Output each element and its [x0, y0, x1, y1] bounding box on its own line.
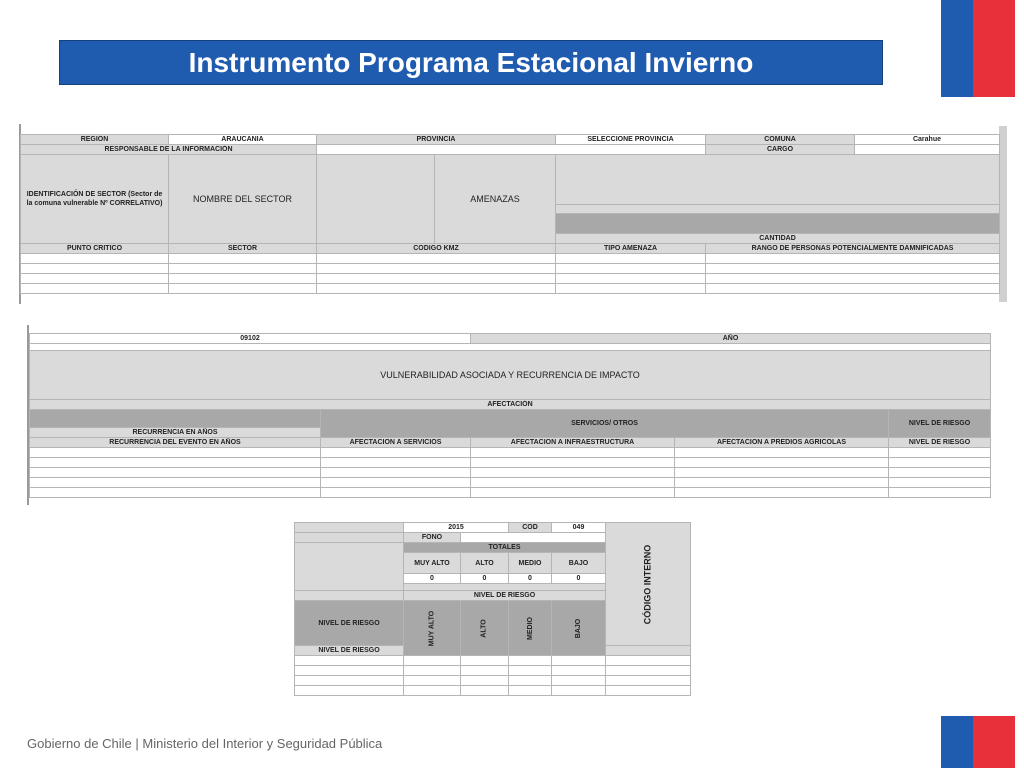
sheet-totales — [294, 522, 691, 696]
table-vulnerabilidad — [29, 333, 991, 498]
vlevel-bajo: BAJO — [552, 601, 606, 656]
cod-label: COD — [509, 523, 552, 533]
table-row[interactable] — [295, 686, 404, 696]
table-row[interactable] — [295, 656, 404, 666]
amenazas-strip — [556, 205, 1000, 214]
servicios-otros-label: SERVICIOS/ OTROS — [321, 410, 889, 438]
amenazas-dark-band — [556, 214, 1000, 233]
col-codigo-kmz: CODIGO KMZ — [317, 244, 556, 254]
nivel-riesgo-label: NIVEL DE RIESGO — [889, 410, 991, 438]
vlevel-alto: ALTO — [461, 601, 509, 656]
level-medio: MEDIO — [509, 553, 552, 574]
nivel-riesgo-b: NIVEL DE RIESGO — [295, 646, 404, 656]
total-muy-alto: 0 — [404, 574, 461, 584]
col-punto-critico: PUNTO CRITICO — [21, 244, 169, 254]
vlevel-muy-alto: MUY ALTO — [404, 601, 461, 656]
recurrencia-anios-label: RECURRENCIA EN AÑOS — [30, 428, 321, 438]
blank-cell — [295, 533, 404, 543]
chile-flag-logo-bottom — [941, 716, 1015, 768]
table-row[interactable] — [21, 254, 169, 264]
provincia-select[interactable]: SELECCIONE PROVINCIA — [556, 135, 706, 145]
amenazas-label: AMENAZAS — [435, 155, 556, 244]
afectacion-label: AFECTACIÓN — [30, 400, 991, 410]
col-sector: SECTOR — [169, 244, 317, 254]
nombre-sector-label: NOMBRE DEL SECTOR — [169, 155, 317, 244]
responsable-input[interactable] — [317, 145, 706, 155]
spacer-row — [404, 584, 606, 591]
nivel-riesgo-header: NIVEL DE RIESGO — [404, 591, 606, 601]
identificacion-sector-label: IDENTIFICACIÓN DE SECTOR (Sector de la comuna vulnerable Nº CORRELATIVO) — [21, 155, 169, 244]
fono-label: FONO — [404, 533, 461, 543]
table-totales — [294, 522, 691, 696]
sector-blank — [317, 155, 435, 244]
col-nivel-riesgo: NIVEL DE RIESGO — [889, 438, 991, 448]
table-row[interactable] — [30, 468, 321, 478]
col-tipo-amenaza: TIPO AMENAZA — [556, 244, 706, 254]
comuna-code: 09102 — [30, 334, 471, 344]
year-value: 2015 — [404, 523, 509, 533]
total-bajo: 0 — [552, 574, 606, 584]
comuna-value[interactable]: Carahue — [855, 135, 1000, 145]
col-afectacion-infraestructura: AFECTACION A INFRAESTRUCTURA — [471, 438, 675, 448]
total-alto: 0 — [461, 574, 509, 584]
table-sector — [20, 134, 1000, 294]
level-bajo: BAJO — [552, 553, 606, 574]
comuna-label: COMUNA — [706, 135, 855, 145]
provincia-label: PROVINCIA — [317, 135, 556, 145]
codigo-interno-label: CÓDIGO INTERNO — [606, 523, 691, 646]
blank-cell — [295, 523, 404, 533]
cargo-label: CARGO — [706, 145, 855, 155]
table-row[interactable] — [30, 488, 321, 498]
chile-flag-logo-top — [941, 0, 1015, 97]
blank-cell — [606, 646, 691, 656]
table-row[interactable] — [21, 264, 169, 274]
cantidad-label: CANTIDAD — [556, 233, 1000, 243]
cargo-input[interactable] — [855, 145, 1000, 155]
footer-text: Gobierno de Chile | Ministerio del Interior y Seguridad Pública — [27, 736, 383, 751]
blank-cell — [295, 591, 404, 601]
table-row[interactable] — [30, 448, 321, 458]
total-medio: 0 — [509, 574, 552, 584]
dark-band — [30, 410, 321, 428]
scrollbar[interactable] — [999, 126, 1007, 302]
blank-cell — [295, 543, 404, 591]
vulnerabilidad-title: VULNERABILIDAD ASOCIADA Y RECURRENCIA DE IMPACTO — [30, 351, 991, 400]
col-afectacion-servicios: AFECTACION A SERVICIOS — [321, 438, 471, 448]
table-row[interactable] — [295, 666, 404, 676]
spacer-row — [30, 344, 991, 351]
level-muy-alto: MUY ALTO — [404, 553, 461, 574]
cod-value: 049 — [552, 523, 606, 533]
table-row[interactable] — [30, 478, 321, 488]
table-row[interactable] — [30, 458, 321, 468]
region-value[interactable]: ARAUCANIA — [169, 135, 317, 145]
vlevel-medio: MEDIO — [509, 601, 552, 656]
table-row[interactable] — [21, 284, 169, 294]
totales-label: TOTALES — [404, 543, 606, 553]
level-alto: ALTO — [461, 553, 509, 574]
sheet-sector-identificacion — [20, 134, 1000, 294]
responsable-label: RESPONSABLE DE LA INFORMACIÓN — [21, 145, 317, 155]
table-row[interactable] — [295, 676, 404, 686]
amenazas-area — [556, 155, 1000, 205]
region-label: REGIÓN — [21, 135, 169, 145]
anio-label: AÑO — [471, 334, 991, 344]
col-rango-personas: RANGO DE PERSONAS POTENCIALMENTE DAMNIFICADAS — [706, 244, 1000, 254]
fono-input[interactable] — [461, 533, 606, 543]
col-recurrencia-evento: RECURRENCIA DEL EVENTO EN AÑOS — [30, 438, 321, 448]
col-afectacion-predios: AFECTACION A PREDIOS AGRICOLAS — [675, 438, 889, 448]
table-row[interactable] — [21, 274, 169, 284]
sheet-vulnerabilidad — [29, 333, 991, 498]
nivel-riesgo-a: NIVEL DE RIESGO — [295, 601, 404, 646]
slide-title: Instrumento Programa Estacional Invierno — [59, 40, 883, 85]
